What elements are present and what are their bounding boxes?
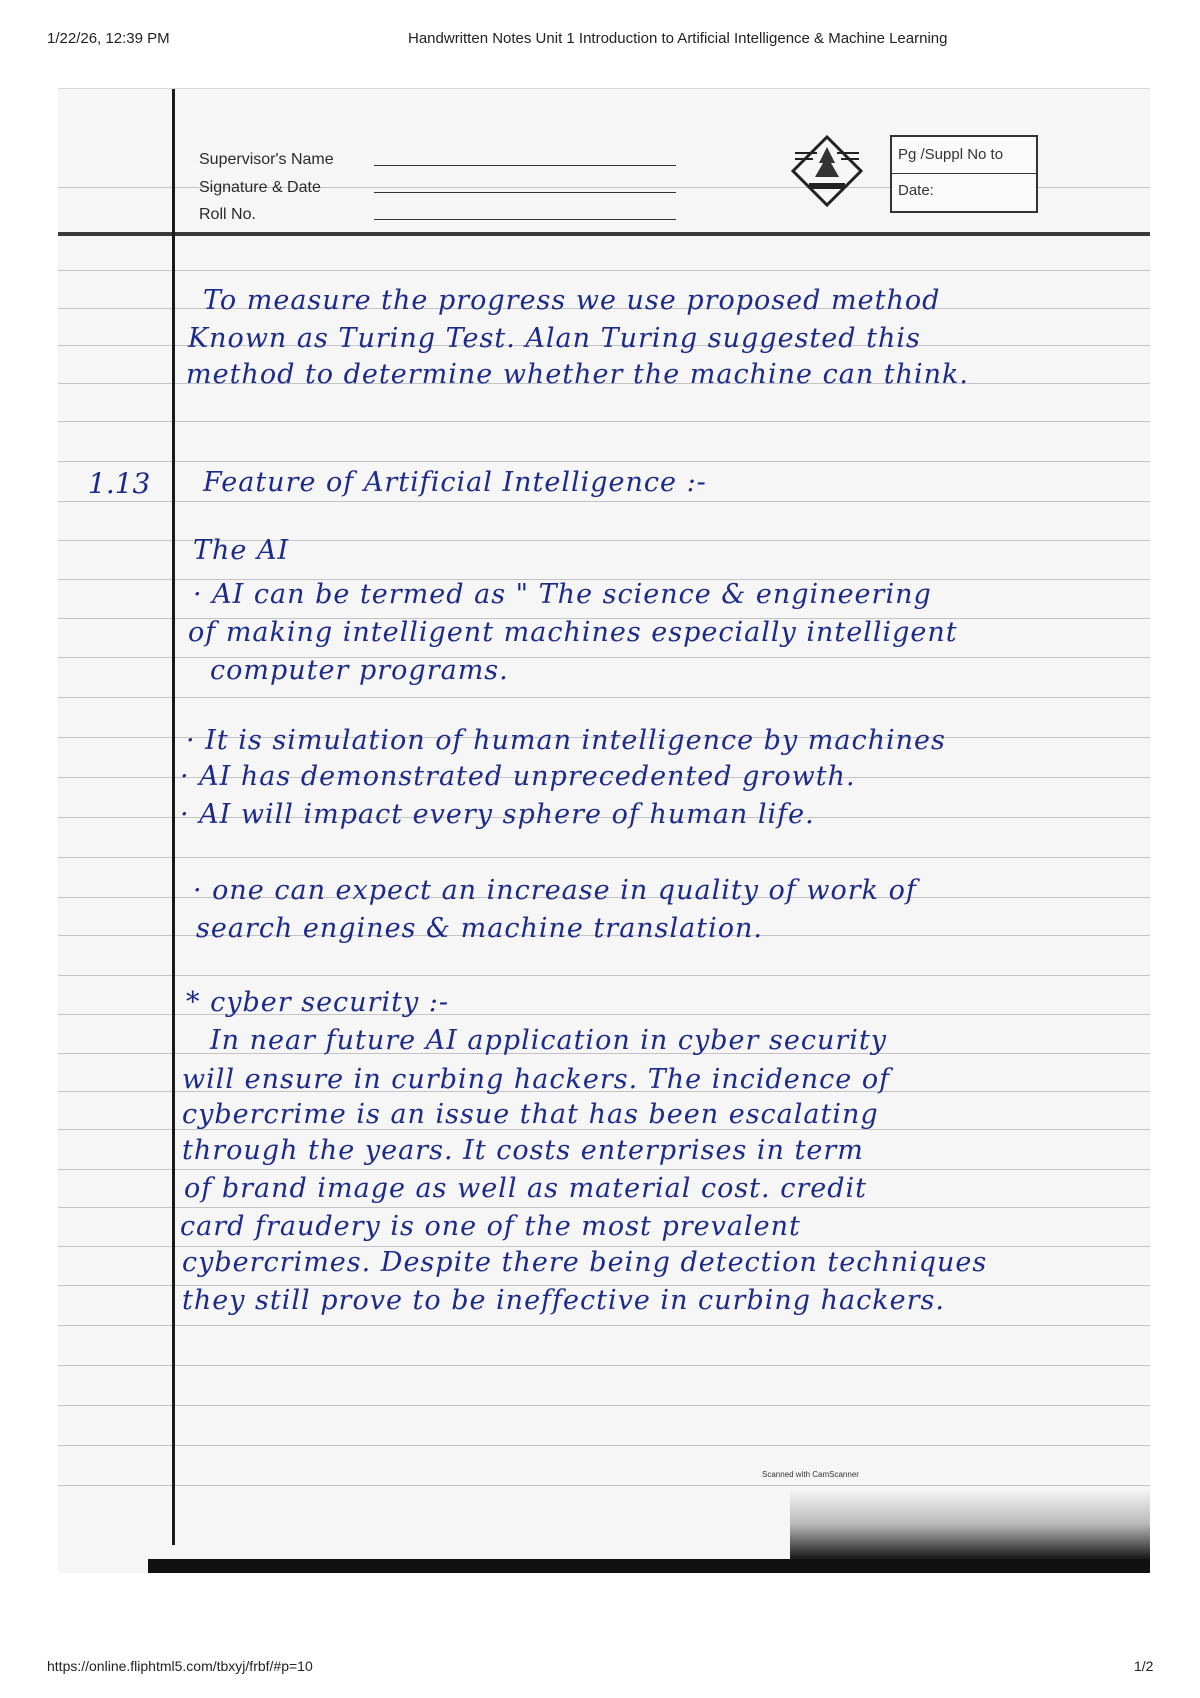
paragraph-line: In near future AI application in cyber security — [210, 1025, 888, 1056]
paragraph-line: cybercrimes. Despite there being detection techniques — [182, 1247, 988, 1278]
print-footer-page: 1/2 — [1134, 1658, 1154, 1674]
signature-date-line — [374, 192, 676, 193]
paragraph-line: through the years. It costs enterprises in term — [182, 1135, 864, 1166]
print-header-title: Handwritten Notes Unit 1 Introduction to Artificial Intelligence & Machine Learning — [408, 30, 948, 47]
notebook-page — [58, 88, 1150, 1573]
bullet-line: of making intelligent machines especially intelligent — [188, 617, 958, 648]
subheading: The AI — [193, 535, 290, 566]
section-number: 1.13 — [88, 467, 151, 500]
paragraph-line: card fraudery is one of the most prevalent — [180, 1211, 801, 1242]
header-rule — [58, 232, 1150, 236]
bullet-line: · AI has demonstrated unprecedented growth. — [180, 761, 856, 792]
supervisor-name-line — [374, 165, 676, 166]
roll-no-label: Roll No. — [199, 206, 256, 223]
paragraph-line: they still prove to be ineffective in curbing hackers. — [182, 1285, 945, 1316]
bullet-line: computer programs. — [210, 655, 509, 686]
print-header-datetime: 1/22/26, 12:39 PM — [47, 30, 170, 47]
bullet-line: · AI will impact every sphere of human life. — [180, 799, 815, 830]
intro-line: To measure the progress we use proposed method — [203, 285, 941, 316]
margin-line — [172, 89, 175, 1545]
intro-line: method to determine whether the machine can think. — [186, 359, 969, 390]
page-stamp-box — [890, 135, 1038, 213]
signature-date-label: Signature & Date — [199, 179, 321, 196]
scan-shadow — [790, 1489, 1150, 1559]
print-footer-url[interactable]: https://online.fliphtml5.com/tbxyj/frbf/#p=10 — [47, 1658, 313, 1674]
bullet-line: · one can expect an increase in quality of work of — [193, 875, 917, 906]
cyber-security-heading: * cyber security :- — [186, 987, 450, 1018]
supervisor-name-label: Supervisor's Name — [199, 151, 334, 168]
bullet-line: · AI can be termed as " The science & engineering — [193, 579, 932, 610]
stamp-pg-label: Pg /Suppl No to — [898, 146, 1004, 163]
bullet-line: search engines & machine translation. — [196, 913, 763, 944]
roll-no-line — [374, 219, 676, 220]
stamp-date-label: Date: — [898, 182, 934, 199]
institution-logo — [787, 131, 867, 211]
scanner-credit: Scanned with CamScanner — [762, 1470, 859, 1479]
intro-line: Known as Turing Test. Alan Turing suggested this — [188, 323, 921, 354]
scan-edge — [148, 1559, 1150, 1573]
section-title: Feature of Artificial Intelligence :- — [203, 467, 707, 498]
paragraph-line: will ensure in curbing hackers. The incidence of — [182, 1064, 891, 1095]
paragraph-line: cybercrime is an issue that has been escalating — [182, 1099, 879, 1130]
paragraph-line: of brand image as well as material cost. credit — [184, 1173, 867, 1204]
bullet-line: · It is simulation of human intelligence by machines — [186, 725, 946, 756]
